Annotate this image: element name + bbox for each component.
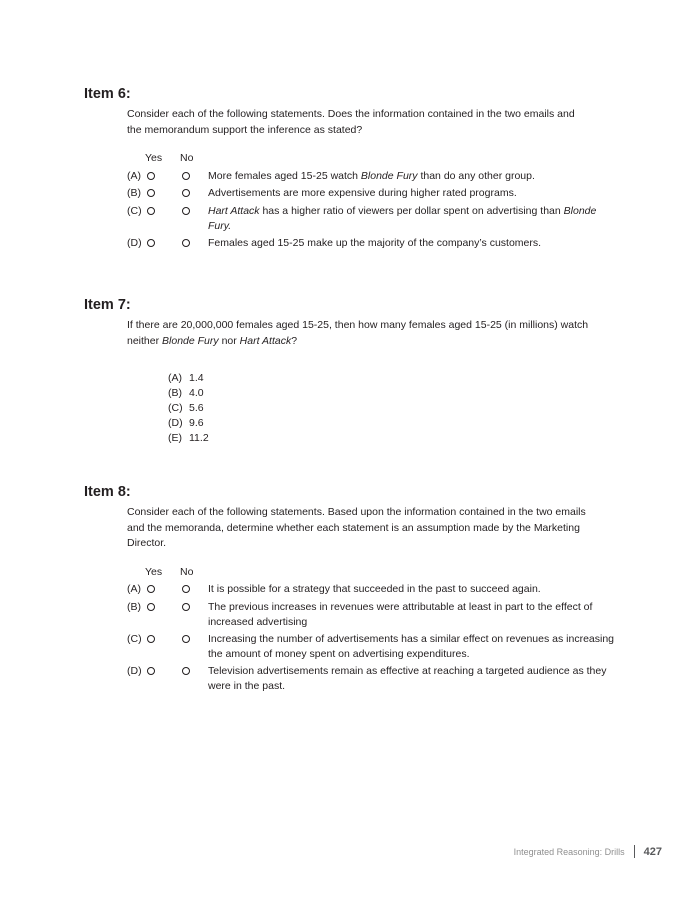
choice-label: (C) bbox=[168, 402, 183, 414]
footer-divider bbox=[634, 845, 635, 858]
page-number: 427 bbox=[643, 845, 662, 858]
option-label: (D) bbox=[127, 236, 142, 249]
item-7-answer-choices bbox=[168, 371, 619, 446]
choice-label: (D) bbox=[168, 417, 183, 429]
statement-row bbox=[127, 600, 619, 631]
yes-radio[interactable] bbox=[147, 189, 155, 197]
yes-radio[interactable] bbox=[147, 239, 155, 247]
item-6-body bbox=[127, 107, 619, 252]
item-6-yesno-table bbox=[127, 151, 619, 252]
choice-value: 5.6 bbox=[189, 402, 204, 414]
no-radio[interactable] bbox=[182, 207, 190, 215]
no-radio[interactable] bbox=[182, 189, 190, 197]
option-label: (C) bbox=[127, 204, 142, 217]
choice-label: (B) bbox=[168, 387, 182, 399]
item-6-section bbox=[84, 86, 640, 252]
no-radio[interactable] bbox=[182, 667, 190, 675]
footer-section-label: Integrated Reasoning: Drills bbox=[513, 846, 625, 857]
item-6-instructions: Consider each of the following statements. Does the information contained in the two emails and the memorandum support the inference as stated? bbox=[127, 108, 575, 136]
statement-row bbox=[127, 169, 619, 186]
no-radio[interactable] bbox=[182, 603, 190, 611]
item-7-section bbox=[84, 297, 640, 446]
choice-label: (A) bbox=[168, 372, 182, 384]
item-7-question: If there are 20,000,000 females aged 15-25, then how many females aged 15-25 (in millions) watch neither Blonde Fury nor Hart Attack? bbox=[127, 319, 589, 347]
statement-text: Hart Attack has a higher ratio of viewers per dollar spent on advertising than Blonde Fury. bbox=[208, 204, 597, 232]
yes-radio[interactable] bbox=[147, 207, 155, 215]
choice-value: 4.0 bbox=[189, 387, 204, 399]
yes-column-header: Yes bbox=[145, 152, 163, 164]
choice-label: (E) bbox=[168, 432, 182, 444]
item-8-title: Item 8: bbox=[84, 484, 131, 500]
statement-text: More females aged 15-25 watch Blonde Fury than do any other group. bbox=[208, 169, 535, 182]
yesno-header bbox=[127, 151, 619, 167]
statement-row bbox=[127, 664, 619, 695]
yes-radio[interactable] bbox=[147, 667, 155, 675]
item-8-section bbox=[84, 484, 640, 695]
no-column-header: No bbox=[180, 152, 194, 164]
answer-choice bbox=[168, 401, 619, 416]
statement-text: Television advertisements remain as effective at reaching a targeted audience as they were in the past. bbox=[208, 664, 607, 692]
statement-row bbox=[127, 582, 619, 599]
item-8-body bbox=[127, 505, 619, 695]
yes-radio[interactable] bbox=[147, 635, 155, 643]
choice-value: 11.2 bbox=[189, 432, 209, 444]
statement-text: Increasing the number of advertisements has a similar effect on revenues as increasing the amount of money spent on advertising expenditures. bbox=[208, 632, 615, 660]
statement-text: It is possible for a strategy that succeeded in the past to succeed again. bbox=[208, 583, 541, 595]
option-label: (A) bbox=[127, 583, 141, 595]
yes-radio[interactable] bbox=[147, 603, 155, 611]
choice-value: 1.4 bbox=[189, 372, 204, 384]
no-radio[interactable] bbox=[182, 239, 190, 247]
yes-radio[interactable] bbox=[147, 172, 155, 180]
answer-choice bbox=[168, 431, 619, 446]
answer-choice bbox=[168, 371, 619, 386]
no-radio[interactable] bbox=[182, 635, 190, 643]
answer-choice bbox=[168, 416, 619, 431]
statement-text: Advertisements are more expensive during higher rated programs. bbox=[208, 187, 517, 199]
statement-text: The previous increases in revenues were attributable at least in part to the effect of increased advertising bbox=[208, 600, 593, 628]
yesno-header bbox=[127, 565, 619, 581]
no-radio[interactable] bbox=[182, 585, 190, 593]
statement-row bbox=[127, 236, 619, 253]
no-column-header: No bbox=[180, 565, 194, 578]
answer-choice bbox=[168, 386, 619, 401]
item-7-title: Item 7: bbox=[84, 297, 131, 313]
statement-row bbox=[127, 632, 619, 663]
statement-row bbox=[127, 204, 619, 235]
option-label: (C) bbox=[127, 632, 142, 645]
yes-radio[interactable] bbox=[147, 585, 155, 593]
item-8-yesno-table bbox=[127, 565, 619, 695]
page-footer bbox=[514, 845, 662, 858]
statement-row bbox=[127, 186, 619, 203]
option-label: (B) bbox=[127, 600, 141, 613]
option-label: (D) bbox=[127, 664, 142, 677]
option-label: (B) bbox=[127, 187, 141, 199]
no-radio[interactable] bbox=[182, 172, 190, 180]
item-7-body bbox=[127, 318, 619, 446]
item-6-title: Item 6: bbox=[84, 86, 131, 102]
yes-column-header: Yes bbox=[145, 565, 163, 578]
item-8-instructions: Consider each of the following statements. Based upon the information contained in the two emails and the memoranda, determine whether each statement is an assumption made by the Marketing Director. bbox=[127, 506, 586, 549]
choice-value: 9.6 bbox=[189, 417, 204, 429]
statement-text: Females aged 15-25 make up the majority of the company’s customers. bbox=[208, 236, 542, 249]
option-label: (A) bbox=[127, 169, 141, 182]
